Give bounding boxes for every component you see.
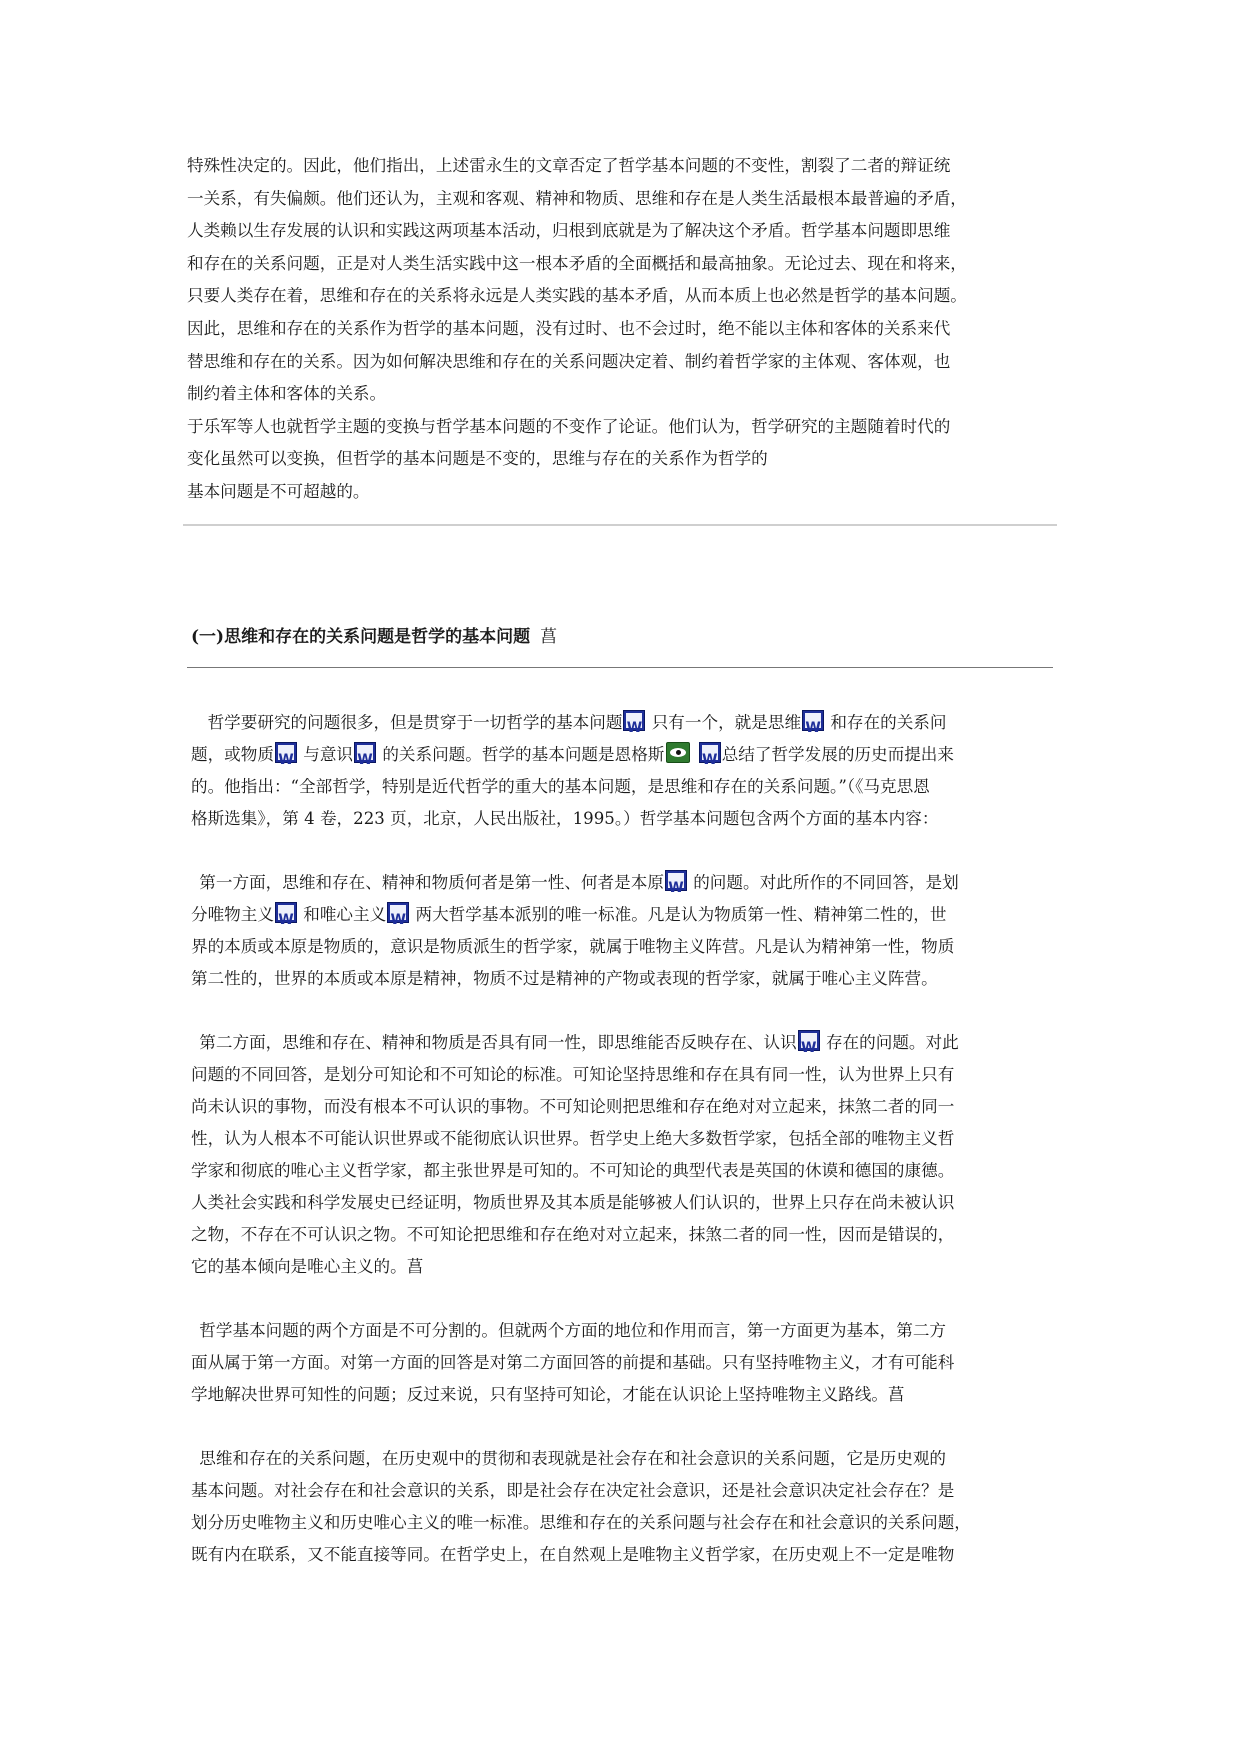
paragraph-5-line [191, 1443, 1053, 1475]
text-run: 和唯心主义 [303, 905, 387, 924]
text-line: 因此，思维和存在的关系作为哲学的基本问题，没有过时、也不会过时，绝不能以主体和客体的关系来代 [187, 318, 951, 338]
paragraph-1-line: 格斯选集》，第 4 卷，223 页，北京，人民出版社，1995。）哲学基本问题包含两个方面的基本内容： [191, 809, 939, 828]
text-run: 题，或物质 [191, 745, 274, 764]
word-doc-icon[interactable] [665, 870, 687, 891]
paragraph-3-line: 人类社会实践和科学发展史已经证明，物质世界及其本质是能够被人们认识的，世界上只存在尚未被认识 [191, 1193, 955, 1212]
paragraph-2-line [191, 867, 1053, 899]
text-line: 和存在的关系问题，正是对人类生活实践中这一根本矛盾的全面概括和最高抽象。无论过去、现在和将来， [187, 253, 967, 273]
paragraph-3-line: 学家和彻底的唯心主义哲学家，都主张世界是可知的。不可知论的典型代表是英国的休谟和德国的康德。 [191, 1161, 955, 1180]
text-line: 人类赖以生存发展的认识和实践这两项基本活动，归根到底就是为了解决这个矛盾。哲学基本问题即思维 [187, 221, 951, 241]
paragraph-3-line [191, 1027, 1053, 1059]
text-run: 总结了哲学发展的历史而提出来 [721, 745, 954, 764]
text-line: 制约着主体和客体的关系。 [187, 384, 387, 404]
text-run: 哲学基本问题的两个方面是不可分割的。但就两个方面的地位和作用而言，第一方面更为基本，第二方 [199, 1321, 947, 1340]
paragraph-1-line: 的。他指出：“全部哲学，特别是近代哲学的重大的基本问题，是思维和存在的关系问题。”（《马克思恩 [191, 777, 930, 796]
paragraph-4-line: 面从属于第一方面。对第一方面的回答是对第二方面回答的前提和基础。只有坚持唯物主义，才有可能科 [191, 1353, 955, 1372]
word-doc-icon[interactable] [802, 710, 824, 731]
text-line: 基本问题是不可超越的。 [187, 481, 370, 501]
paragraph-5-line: 既有内在联系，又不能直接等同。在哲学史上，在自然观上是唯物主义哲学家，在历史观上不一定是唯物 [191, 1545, 955, 1564]
paragraph-5-line: 基本问题。对社会存在和社会意识的关系，即是社会存在决定社会意识，还是社会意识决定社会存在？是 [191, 1481, 955, 1500]
paragraph-2-line [191, 899, 1053, 931]
paragraph-gap [191, 1283, 1053, 1315]
text-line: 变化虽然可以变换，但哲学的基本问题是不变的，思维与存在的关系作为哲学的 [187, 449, 768, 469]
text-line: 特殊性决定的。因此，他们指出，上述雷永生的文章否定了哲学基本问题的不变性，割裂了二者的辩证统 [187, 156, 951, 175]
paragraph-2-line: 第二性的，世界的本质或本原是精神，物质不过是精神的产物或表现的哲学家，就属于唯心主义阵营。 [191, 969, 938, 988]
text-line: 只要人类存在着，思维和存在的关系将永远是人类实践的基本矛盾，从而本质上也必然是哲学的基本问题。 [187, 286, 967, 306]
text-run: 两大哲学基本派别的唯一标准。凡是认为物质第一性、精神第二性的，世 [415, 905, 947, 924]
top-text-block [187, 150, 1057, 509]
section-heading-tail: 菖 [540, 627, 558, 647]
text-run: 与意识 [303, 745, 354, 764]
word-doc-icon[interactable] [354, 742, 376, 763]
paragraph-1-line [191, 739, 1053, 771]
section-divider [183, 524, 1057, 526]
text-run: 第一方面，思维和存在、精神和物质何者是第一性、何者是本原 [199, 873, 664, 892]
paragraph-4-line: 学地解决世界可知性的问题；反过来说，只有坚持可知论，才能在认识论上坚持唯物主义路线。菖 [191, 1385, 905, 1404]
text-line: 一关系，有失偏颇。他们还认为，主观和客观、精神和物质、思维和存在是人类生活最根本最普遍的矛盾， [187, 188, 967, 208]
paragraph-3-line: 问题的不同回答，是划分可知论和不可知论的标准。可知论坚持思维和存在具有同一性，认为世界上只有 [191, 1065, 955, 1084]
text-run: 第二方面，思维和存在、精神和物质是否具有同一性，即思维能否反映存在、认识 [199, 1033, 797, 1052]
paragraph-gap [191, 835, 1053, 867]
text-run: 和存在的关系问 [830, 713, 947, 732]
eye-icon[interactable] [666, 742, 690, 763]
paragraph-gap [191, 995, 1053, 1027]
word-doc-icon[interactable] [798, 1030, 820, 1051]
text-line: 于乐军等人也就哲学主题的变换与哲学基本问题的不变作了论证。他们认为，哲学研究的主题随着时代的 [187, 416, 951, 436]
word-doc-icon[interactable] [387, 902, 409, 923]
paragraph-2-line: 界的本质或本原是物质的，意识是物质派生的哲学家，就属于唯物主义阵营。凡是认为精神第一性，物质 [191, 937, 955, 956]
paragraph-gap [191, 1411, 1053, 1443]
text-run: 分唯物主义 [191, 905, 274, 924]
text-run: 存在的问题。对此 [825, 1033, 959, 1052]
word-doc-icon[interactable] [699, 742, 721, 763]
paragraph-3-line: 性，认为人根本不可能认识世界或不能彻底认识世界。哲学史上绝大多数哲学家，包括全部的唯物主义哲 [191, 1129, 955, 1148]
word-doc-icon[interactable] [275, 902, 297, 923]
section-heading-title: (一)思维和存在的关系问题是哲学的基本问题 [191, 627, 531, 647]
text-run: 哲学要研究的问题很多，但是贯穿于一切哲学的基本问题 [207, 713, 623, 732]
paragraph-3-line: 尚未认识的事物，而没有根本不可认识的事物。不可知论则把思维和存在绝对对立起来，抹煞二者的同一 [191, 1097, 955, 1116]
text-run: 只有一个，就是思维 [651, 713, 802, 732]
paragraph-4-line [191, 1315, 1053, 1347]
word-doc-icon[interactable] [623, 710, 645, 731]
paragraph-5-line: 划分历史唯物主义和历史唯心主义的唯一标准。思维和存在的关系问题与社会存在和社会意识的关系问题， [191, 1513, 971, 1532]
paragraph-1-line [191, 707, 1053, 739]
text-run: 的关系问题。哲学的基本问题是恩格斯 [382, 745, 665, 764]
word-doc-icon[interactable] [275, 742, 297, 763]
paragraph-3-line: 它的基本倾向是唯心主义的。菖 [191, 1257, 424, 1276]
text-run: 的问题。对此所作的不同回答，是划 [693, 873, 959, 892]
body-text [191, 707, 1053, 1571]
paragraph-3-line: 之物，不存在不可认识之物。不可知论把思维和存在绝对对立起来，抹煞二者的同一性，因而是错误的， [191, 1225, 955, 1244]
text-run: 思维和存在的关系问题，在历史观中的贯彻和表现就是社会存在和社会意识的关系问题，它是历史观的 [199, 1449, 947, 1468]
text-line: 替思维和存在的关系。因为如何解决思维和存在的关系问题决定着、制约着哲学家的主体观、客体观，也 [187, 351, 951, 371]
section-heading [191, 622, 557, 647]
heading-underline [187, 667, 1053, 668]
